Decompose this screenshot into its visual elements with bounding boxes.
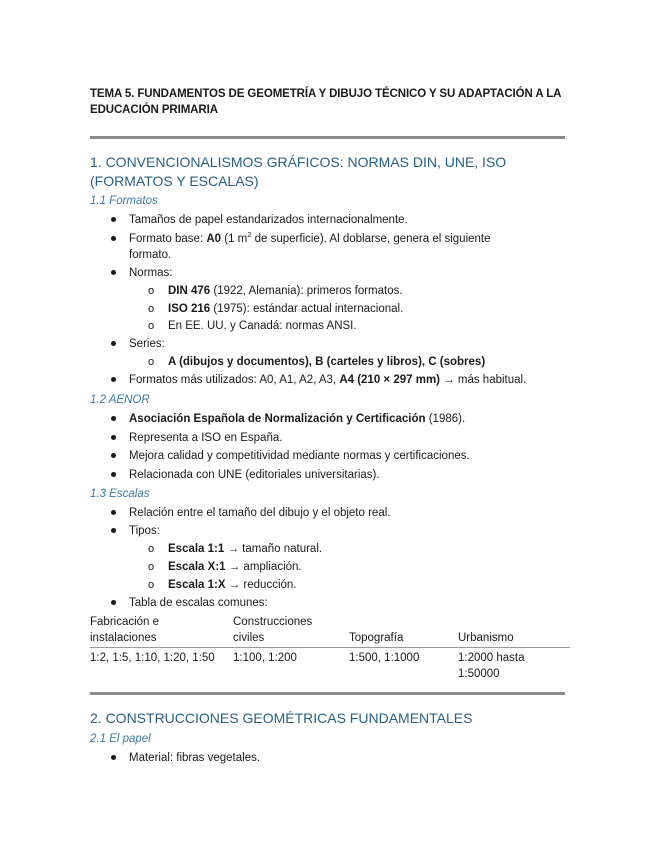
bullet-icon — [111, 510, 116, 515]
sub-bullet-icon: o — [148, 579, 155, 591]
sub-bullet-icon: o — [148, 303, 155, 315]
section-1-heading: 1. CONVENCIONALISMOS GRÁFICOS: NORMAS DIN, UNE, ISO (FORMATOS Y ESCALAS) — [90, 154, 507, 189]
list-item: Normas: — [129, 267, 173, 279]
bullet-icon — [111, 600, 116, 605]
bullet-icon — [111, 528, 116, 533]
bullet-icon — [111, 341, 116, 346]
bullet-icon — [111, 217, 116, 222]
bullet-icon — [111, 755, 116, 760]
list-item: Material: fibras vegetales. — [129, 752, 261, 764]
sub-bullet-icon: o — [148, 356, 155, 368]
bullet-icon — [111, 435, 116, 440]
list-item: Relación entre el tamaño del dibujo y el objeto real. — [129, 507, 391, 519]
sub-bullet-icon: o — [148, 285, 155, 297]
subsection-formatos-heading: 1.1 Formatos — [90, 195, 158, 207]
list-item: Escala 1:X → reducción. — [168, 579, 297, 591]
list-item: ISO 216 (1975): estándar actual internacional. — [168, 303, 404, 315]
bullet-icon — [111, 377, 116, 382]
list-item: Series: — [129, 338, 165, 350]
bullet-icon — [111, 270, 116, 275]
list-item: Tamaños de papel estandarizados internacionalmente. — [129, 214, 408, 226]
table-header-cell: Construcciones civiles — [233, 616, 313, 644]
sub-bullet-icon: o — [148, 561, 155, 573]
table-cell: 1:100, 1:200 — [233, 652, 297, 664]
table-header-cell: Topografía — [349, 632, 404, 644]
bullet-icon — [111, 453, 116, 458]
bullet-icon — [111, 236, 116, 241]
list-item: Escala 1:1 → tamaño natural. — [168, 543, 323, 555]
list-item: Tabla de escalas comunes: — [129, 597, 268, 609]
document-title: TEMA 5. FUNDAMENTOS DE GEOMETRÍA Y DIBUJO TÉCNICO Y SU ADAPTACIÓN A LA EDUCACIÓN PRIMARIA — [90, 88, 561, 116]
sub-bullet-icon: o — [148, 543, 155, 555]
section-divider — [90, 692, 565, 695]
list-item: A (dibujos y documentos), B (carteles y libros), C (sobres) — [168, 356, 486, 368]
section-divider — [90, 136, 565, 139]
list-item: Asociación Española de Normalización y Certificación (1986). — [129, 413, 466, 425]
list-item: DIN 476 (1922, Alemania): primeros formatos. — [168, 285, 403, 297]
list-item: Formato base: A0 (1 $m^2$ de superficie). Al doblarse, genera el siguiente formato. — [129, 230, 491, 261]
list-item: Relacionada con UNE (editoriales universitarias). — [129, 469, 380, 481]
bullet-icon — [111, 416, 116, 421]
table-cell: 1:2000 hasta 1:50000 — [458, 652, 525, 680]
table-header-divider — [90, 647, 570, 648]
list-item: En EE. UU. y Canadá: normas ANSI. — [168, 320, 357, 332]
list-item: Formatos más utilizados: A0, A1, A2, A3, A4 (210 × 297 mm) → más habitual. — [129, 374, 527, 386]
list-item: Representa a ISO en España. — [129, 432, 283, 444]
table-cell: 1:500, 1:1000 — [349, 652, 420, 664]
subsection-escalas-heading: 1.3 Escalas — [90, 488, 150, 500]
table-header-cell: Urbanismo — [458, 632, 514, 644]
bullet-icon — [111, 472, 116, 477]
table-header-cell: Fabricación e instalaciones — [90, 616, 160, 644]
list-item: Tipos: — [129, 525, 160, 537]
list-item: Escala X:1 → ampliación. — [168, 561, 302, 573]
section-2-heading: 2. CONSTRUCCIONES GEOMÉTRICAS FUNDAMENTALES — [90, 710, 473, 726]
sub-bullet-icon: o — [148, 320, 155, 332]
subsection-papel-heading: 2.1 El papel — [90, 733, 151, 745]
subsection-aenor-heading: 1.2 AENOR — [90, 394, 150, 406]
table-cell: 1:2, 1:5, 1:10, 1:20, 1:50 — [90, 652, 215, 664]
list-item: Mejora calidad y competitividad mediante normas y certificaciones. — [129, 450, 470, 462]
